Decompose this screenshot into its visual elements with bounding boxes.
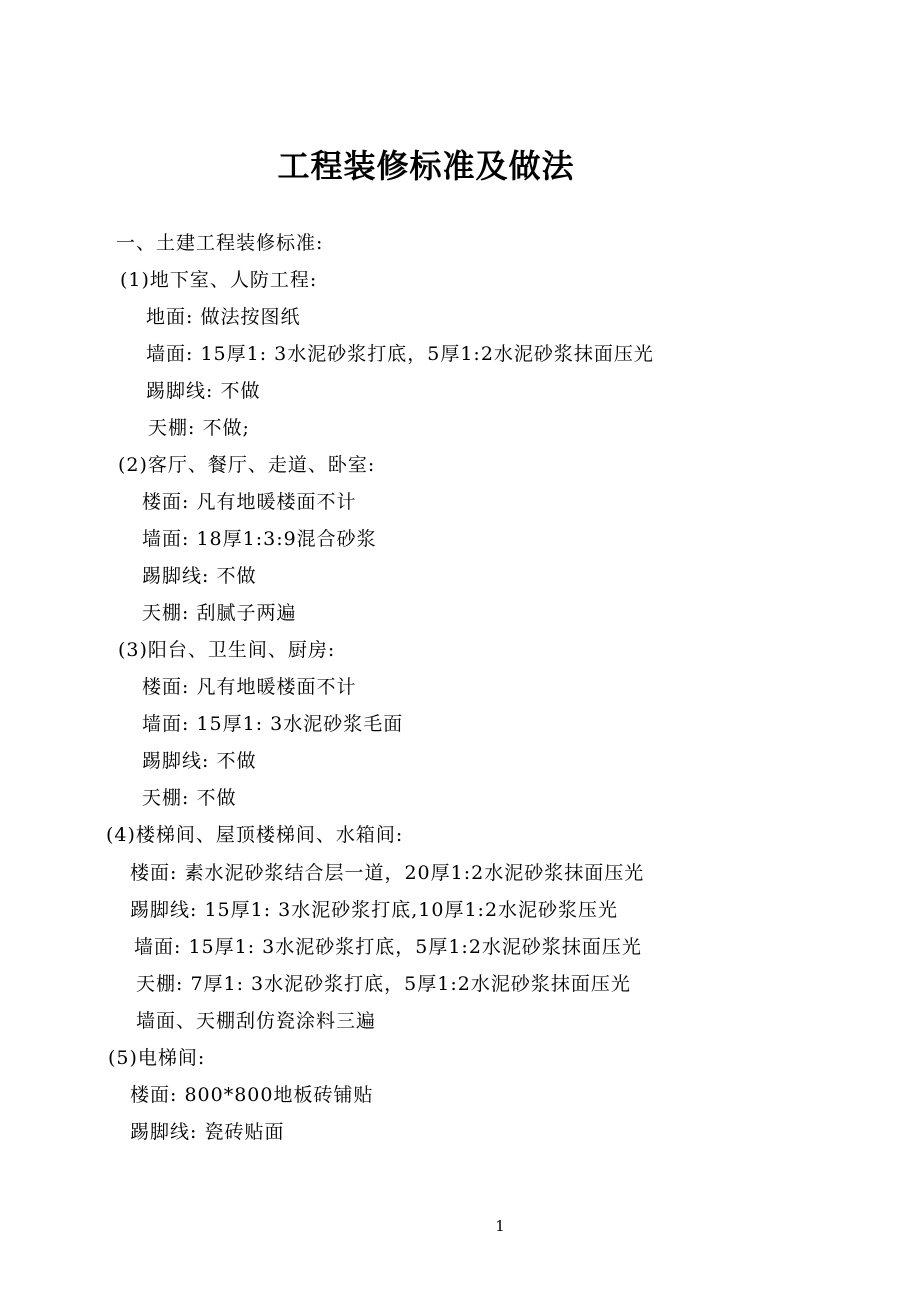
section-heading: 一、土建工程装修标准: bbox=[116, 232, 324, 254]
list-item: 踢脚线: 不做 bbox=[142, 750, 257, 772]
list-item: 楼面: 凡有地暖楼面不计 bbox=[142, 676, 357, 698]
list-item: 墙面、天棚刮仿瓷涂料三遍 bbox=[136, 1010, 377, 1032]
group-heading-3: (3)阳台、卫生间、厨房: bbox=[118, 639, 336, 661]
list-item: 踢脚线: 瓷砖贴面 bbox=[130, 1121, 285, 1143]
list-item: 天棚: 不做 bbox=[142, 787, 237, 809]
list-item: 天棚: 刮腻子两遍 bbox=[142, 602, 297, 624]
group-heading-5: (5)电梯间: bbox=[108, 1047, 206, 1069]
list-item: 踢脚线: 15厚1: 3水泥砂浆打底,10厚1:2水泥砂浆压光 bbox=[130, 899, 619, 921]
list-item: 踢脚线: 不做 bbox=[142, 565, 257, 587]
list-item: 墙面: 18厚1:3:9混合砂浆 bbox=[142, 528, 377, 550]
group-heading-4: (4)楼梯间、屋顶楼梯间、水箱间: bbox=[106, 824, 404, 846]
page-number: 1 bbox=[495, 1217, 505, 1235]
list-item: 墙面: 15厚1: 3水泥砂浆打底，5厚1:2水泥砂浆抹面压光 bbox=[134, 936, 642, 958]
list-item: 墙面: 15厚1: 3水泥砂浆毛面 bbox=[142, 713, 404, 735]
list-item: 楼面: 800*800地板砖铺贴 bbox=[130, 1084, 374, 1106]
list-item: 楼面: 素水泥砂浆结合层一道，20厚1:2水泥砂浆抹面压光 bbox=[130, 862, 645, 884]
page-title: 工程装修标准及做法 bbox=[277, 147, 575, 185]
list-item: 楼面: 凡有地暖楼面不计 bbox=[142, 491, 357, 513]
list-item: 地面: 做法按图纸 bbox=[146, 306, 301, 328]
list-item: 墙面: 15厚1: 3水泥砂浆打底，5厚1:2水泥砂浆抹面压光 bbox=[146, 343, 654, 365]
list-item: 踢脚线: 不做 bbox=[146, 380, 261, 402]
list-item: 天棚: 7厚1: 3水泥砂浆打底，5厚1:2水泥砂浆抹面压光 bbox=[136, 973, 631, 995]
list-item: 天棚: 不做; bbox=[148, 417, 250, 439]
group-heading-1: (1)地下室、人防工程: bbox=[120, 269, 318, 291]
group-heading-2: (2)客厅、餐厅、走道、卧室: bbox=[118, 454, 376, 476]
